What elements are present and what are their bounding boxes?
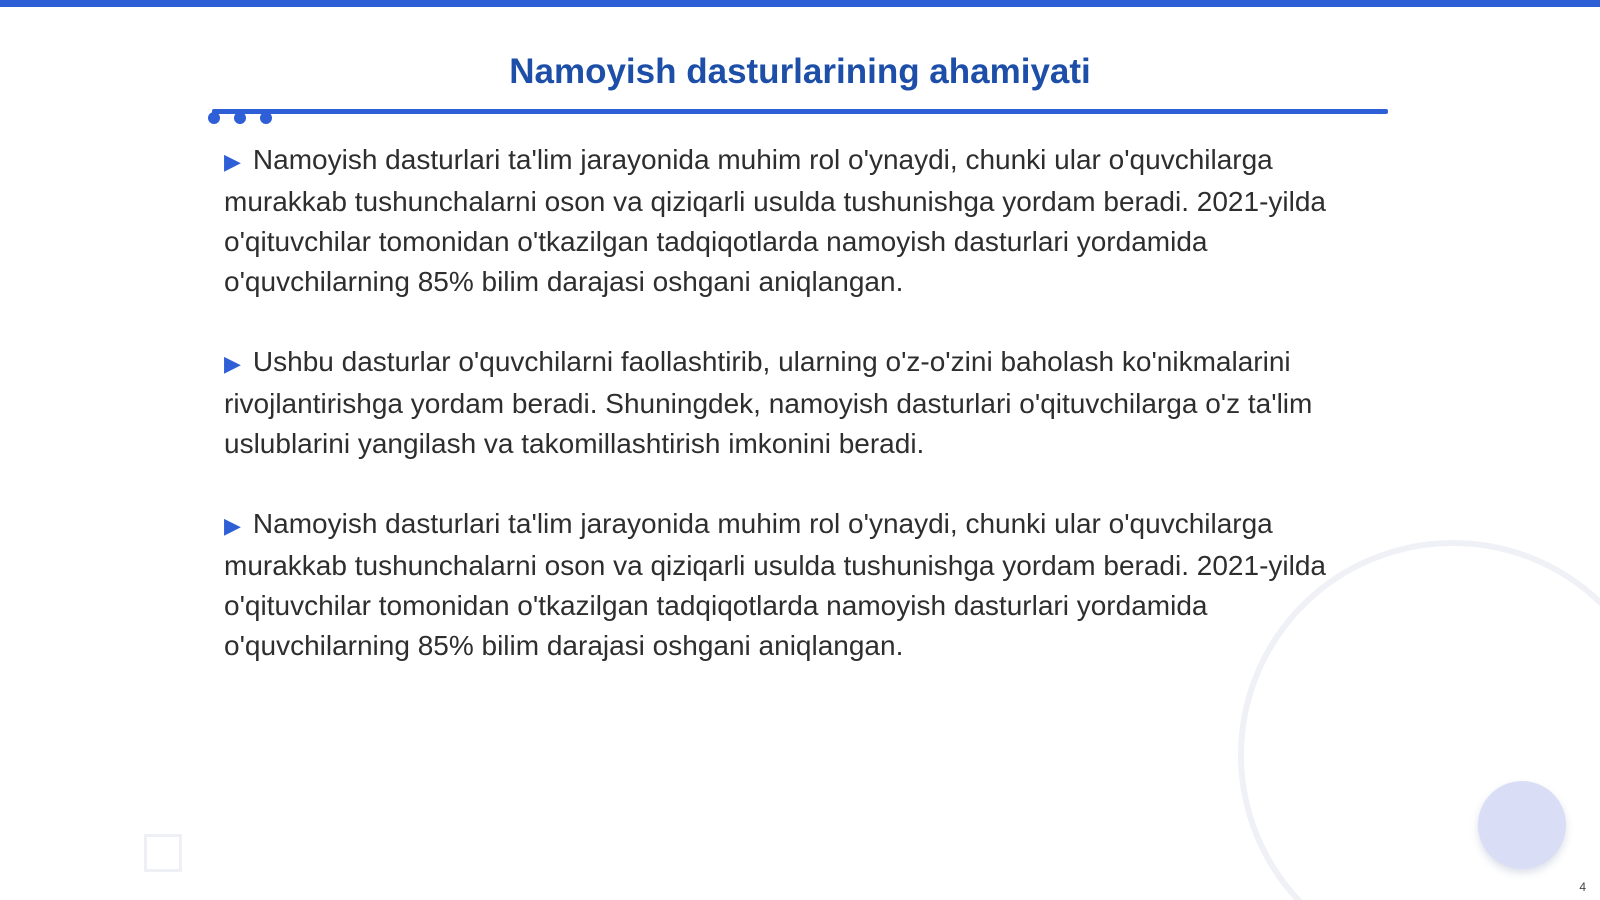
triangle-right-icon: ▶ xyxy=(224,513,241,538)
decor-square xyxy=(144,834,182,872)
paragraph-text: Namoyish dasturlari ta'lim jarayonida muhim rol o'ynaydi, chunki ular o'quvchilarga murakkab tushunchalarni oson va qiziqarli usulda tushunishga yordam beradi. 2021-yilda o'qituvchilar tomonidan o'tkazilgan tadqiqotlarda namoyish dasturlari yordamida o'quvchilarning 85% bilim darajasi oshgani aniqlangan. xyxy=(224,144,1326,297)
paragraph-2 xyxy=(224,342,1384,464)
decor-dot-3 xyxy=(260,112,272,124)
paragraph-text: Ushbu dasturlar o'quvchilarni faollashtirib, ularning o'z-o'zini baholash ko'nikmalarini rivojlantirishga yordam beradi. Shuningdek, namoyish dasturlari o'qituvchilarga o'z ta'lim uslublarini yangilash va takomillashtirish imkonini beradi. xyxy=(224,346,1313,459)
page-number: 4 xyxy=(1579,880,1586,894)
triangle-right-icon: ▶ xyxy=(224,149,241,174)
content-body xyxy=(224,140,1384,706)
decor-dot-2 xyxy=(234,112,246,124)
triangle-right-icon: ▶ xyxy=(224,351,241,376)
decor-dot-1 xyxy=(208,112,220,124)
paragraph-3 xyxy=(224,504,1384,666)
paragraph-1 xyxy=(224,140,1384,302)
decor-circle xyxy=(1478,781,1566,869)
slide-title: Namoyish dasturlarining ahamiyati xyxy=(509,52,1091,91)
paragraph-text: Namoyish dasturlari ta'lim jarayonida muhim rol o'ynaydi, chunki ular o'quvchilarga murakkab tushunchalarni oson va qiziqarli usulda tushunishga yordam beradi. 2021-yilda o'qituvchilar tomonidan o'tkazilgan tadqiqotlarda namoyish dasturlari yordamida o'quvchilarning 85% bilim darajasi oshgani aniqlangan. xyxy=(224,508,1326,661)
top-accent-bar xyxy=(0,0,1600,7)
title-underline xyxy=(212,109,1388,114)
